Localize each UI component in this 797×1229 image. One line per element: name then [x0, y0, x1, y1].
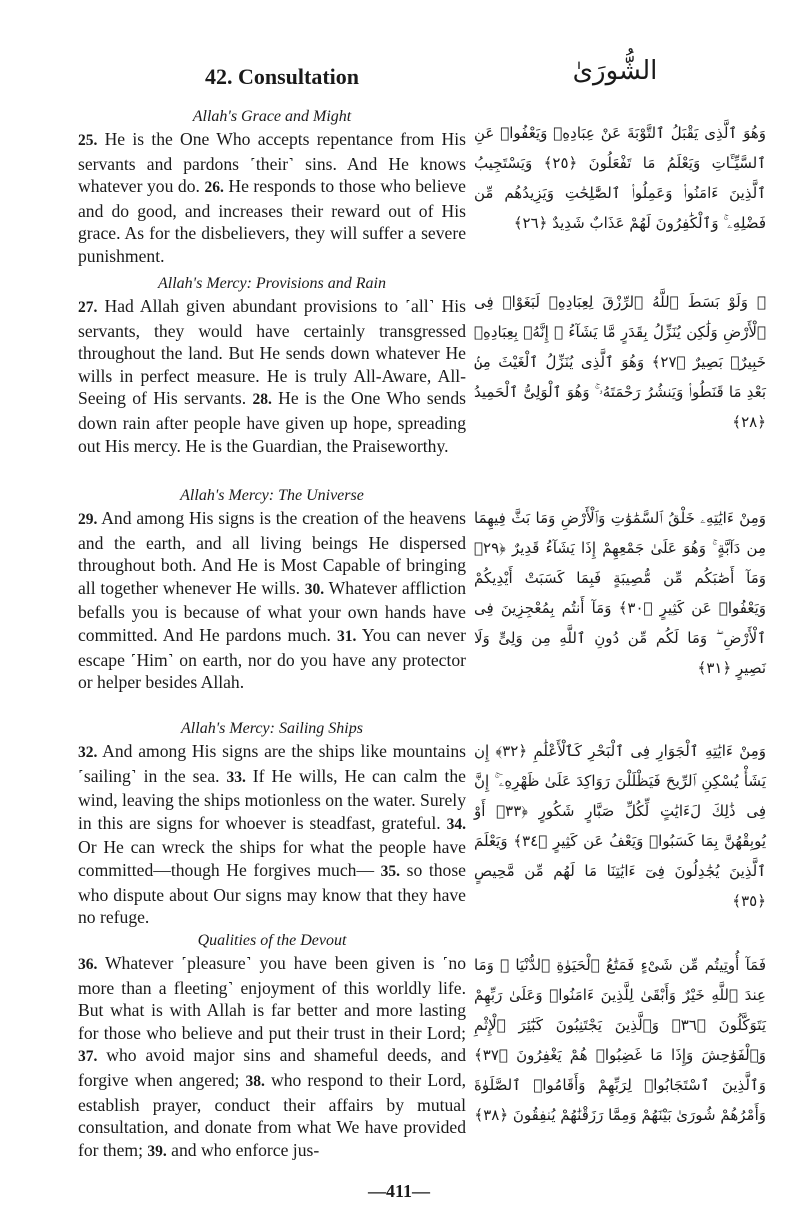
arabic-column: وَمِنْ ءَايَٰتِهِۦ خَلْقُ ٱلسَّمَٰوَٰتِ وَٱلْأَرْضِ وَمَا بَثَّ فِيهِمَا مِن دَآبَّةٍ ۚ وَهُوَ عَلَىٰ جَمْعِهِمْ إِذَا يَشَآءُ قَدِيرٌ ﴿٢٩﴾ وَمَآ أَصَٰبَكُم مِّن مُّصِيبَةٍ فَبِمَا كَسَبَتْ أَيْدِيكُمْ وَيَعْفُوا۟ عَن كَثِيرٍ ﴿٣٠﴾ وَمَآ أَنتُم بِمُعْجِزِينَ فِى ٱلْأَرْضِ ۖ وَمَا لَكُم مِّن دُونِ ٱللَّهِ مِن وَلِىٍّ وَلَا نَصِيرٍ ﴿٣١﴾ — [474, 509, 766, 677]
english-column — [78, 718, 466, 929]
arabic-column: وَمِنْ ءَايَٰتِهِ ٱلْجَوَارِ فِى ٱلْبَحْرِ كَٱلْأَعْلَٰمِ ﴿٣٢﴾ إِن يَشَأْ يُسْكِنِ ٱلرِّيحَ فَيَظْلَلْنَ رَوَاكِدَ عَلَىٰ ظَهْرِهِۦٓ ۚ إِنَّ فِى ذَٰلِكَ لَءَايَٰتٍ لِّكُلِّ صَبَّارٍ شَكُورٍ ﴿٣٣﴾ أَوْ يُوبِقْهُنَّ بِمَا كَسَبُوا۟ وَيَعْفُ عَن كَثِيرٍ ﴿٣٤﴾ وَيَعْلَمَ ٱلَّذِينَ يُجَٰدِلُونَ فِىٓ ءَايَٰتِنَا مَا لَهُم مِّن مَّحِيصٍ ﴿٣٥﴾ — [474, 742, 766, 910]
verse-number: 32. — [78, 744, 98, 761]
section-heading: Allah's Mercy: Sailing Ships — [181, 720, 363, 737]
verse-text: He is the One Who accepts repentance from His servants and pardons ˹their˺ sins. And He knows whatever you do. — [78, 129, 466, 197]
verse-number: 35. — [380, 862, 401, 880]
verse-number: 28. — [252, 391, 272, 409]
verse-number: 29. — [78, 511, 98, 528]
page-number: —411— — [368, 1181, 431, 1201]
verse-number: 27. — [78, 299, 98, 316]
verse-text: And among His signs is the creation of the heavens and the earth, and all living beings He dispersed throughout both. And He is Most Capable of bringing all together whenever He wills. — [78, 508, 466, 598]
verse-number: 26. — [204, 179, 224, 197]
surah-title-english: 42. Consultation — [205, 64, 360, 89]
english-column — [78, 106, 466, 268]
verse-text: Whatever ˹pleasure˺ you have been given is ˹no more than a fleeting˺ enjoyment of this worldly life. But what is with Allah is far better and more lasting for those who believe and put their trust in their Lord; — [78, 953, 466, 1043]
english-column — [78, 273, 466, 457]
verse-number: 38. — [245, 1072, 265, 1090]
section-the-universe — [78, 485, 766, 715]
verse-text: who avoid major sins and shameful deeds, and forgive when angered; — [78, 1045, 466, 1090]
verse-text: Or He can wreck the ships for what the people have committed—though He forgives much— — [78, 837, 466, 880]
section-heading: Allah's Mercy: The Universe — [180, 487, 364, 504]
arabic-column: ۞ وَلَوْ بَسَطَ ٱللَّهُ ٱلرِّزْقَ لِعِبَادِهِۦ لَبَغَوْا۟ فِى ٱلْأَرْضِ وَلَٰكِن يُنَزِّلُ بِقَدَرٍ مَّا يَشَآءُ ۚ إِنَّهُۥ بِعِبَادِهِۦ خَبِيرٌۢ بَصِيرٌ ﴿٢٧﴾ وَهُوَ ٱلَّذِى يُنَزِّلُ ٱلْغَيْثَ مِنۢ بَعْدِ مَا قَنَطُوا۟ وَيَنشُرُ رَحْمَتَهُۥ ۚ وَهُوَ ٱلْوَلِىُّ ٱلْحَمِيدُ ﴿٢٨﴾ — [474, 293, 766, 431]
verse-text: and who enforce jus- — [166, 1139, 320, 1160]
verse-text: Had Allah given abundant provisions to ˹all˺ His servants, they would have certainly transgressed throughout the land. But He sends down whatever He wills in perfect measure. He is truly All-Aware, All-Seeing of His servants. — [78, 296, 466, 409]
verse-number: 31. — [337, 627, 357, 645]
verse-number: 34. — [446, 815, 466, 833]
arabic-column: وَهُوَ ٱلَّذِى يَقْبَلُ ٱلتَّوْبَةَ عَنْ عِبَادِهِۦ وَيَعْفُوا۟ عَنِ ٱلسَّيِّـَٔاتِ وَيَعْلَمُ مَا تَفْعَلُونَ ﴿٢٥﴾ وَيَسْتَجِيبُ ٱلَّذِينَ ءَامَنُوا۟ وَعَمِلُوا۟ ٱلصَّٰلِحَٰتِ وَيَزِيدُهُم مِّن فَضْلِهِۦ ۚ وَٱلْكَٰفِرُونَ لَهُمْ عَذَابٌ شَدِيدٌ ﴿٢٦﴾ — [474, 124, 766, 232]
section-heading: Allah's Mercy: Provisions and Rain — [158, 275, 386, 292]
verse-text: who respond to their Lord, establish prayer, conduct their affairs by mutual consultation, and donate from what We have provided for them; — [78, 1069, 466, 1160]
verse-text: He is the One Who sends down rain after people have given up hope, spreading out His mercy. He is the Guardian, the Praiseworthy. — [78, 388, 466, 456]
surah-title-arabic: الشُّورَىٰ — [572, 56, 658, 86]
verse-text: And among His signs are the ships like mountains ˹sailing˺ in the sea. — [78, 741, 466, 786]
section-sailing-ships — [78, 718, 766, 928]
verse-number: 25. — [78, 132, 98, 149]
verse-number: 36. — [78, 956, 98, 973]
verse-text: He responds to those who believe and do good, and increases their reward out of His grace. As for the disbelievers, they will suffer a severe punishment. — [78, 176, 466, 266]
verse-number: 37. — [78, 1048, 98, 1066]
section-qualities-of-the-devout — [78, 930, 766, 1175]
verse-text: You can never escape ˹Him˺ on earth, nor do you have any protector or helper besides Allah. — [78, 624, 466, 693]
section-allahs-grace — [78, 106, 766, 271]
verse-text: so those who dispute about Our signs may know that they have no refuge. — [78, 859, 466, 928]
verse-number: 33. — [226, 768, 246, 786]
verse-text: Whatever affliction befalls you is because of what your own hands have committed. And He pardons much. — [78, 577, 466, 645]
english-column — [78, 485, 466, 694]
section-heading: Allah's Grace and Might — [192, 108, 352, 125]
arabic-column: فَمَآ أُوتِيتُم مِّن شَىْءٍ فَمَتَٰعُ ٱلْحَيَوٰةِ ٱلدُّنْيَا ۖ وَمَا عِندَ ٱللَّهِ خَيْرٌ وَأَبْقَىٰ لِلَّذِينَ ءَامَنُوا۟ وَعَلَىٰ رَبِّهِمْ يَتَوَكَّلُونَ ﴿٣٦﴾ وَٱلَّذِينَ يَجْتَنِبُونَ كَبَٰٓئِرَ ٱلْإِثْمِ وَٱلْفَوَٰحِشَ وَإِذَا مَا غَضِبُوا۟ هُمْ يَغْفِرُونَ ﴿٣٧﴾ وَٱلَّذِينَ ٱسْتَجَابُوا۟ لِرَبِّهِمْ وَأَقَامُوا۟ ٱلصَّلَوٰةَ وَأَمْرُهُمْ شُورَىٰ بَيْنَهُمْ وَمِمَّا رَزَقْنَٰهُمْ يُنفِقُونَ ﴿٣٨﴾ — [474, 956, 767, 1124]
verse-number: 30. — [304, 580, 325, 598]
section-heading: Qualities of the Devout — [197, 932, 347, 949]
verse-text: If He wills, He can calm the wind, leaving the ships motionless on the water. Surely in this are signs for whoever is steadfast, grateful. — [78, 765, 466, 833]
verse-number: 39. — [147, 1142, 167, 1160]
english-column — [78, 930, 466, 1163]
section-provisions-and-rain — [78, 273, 766, 478]
